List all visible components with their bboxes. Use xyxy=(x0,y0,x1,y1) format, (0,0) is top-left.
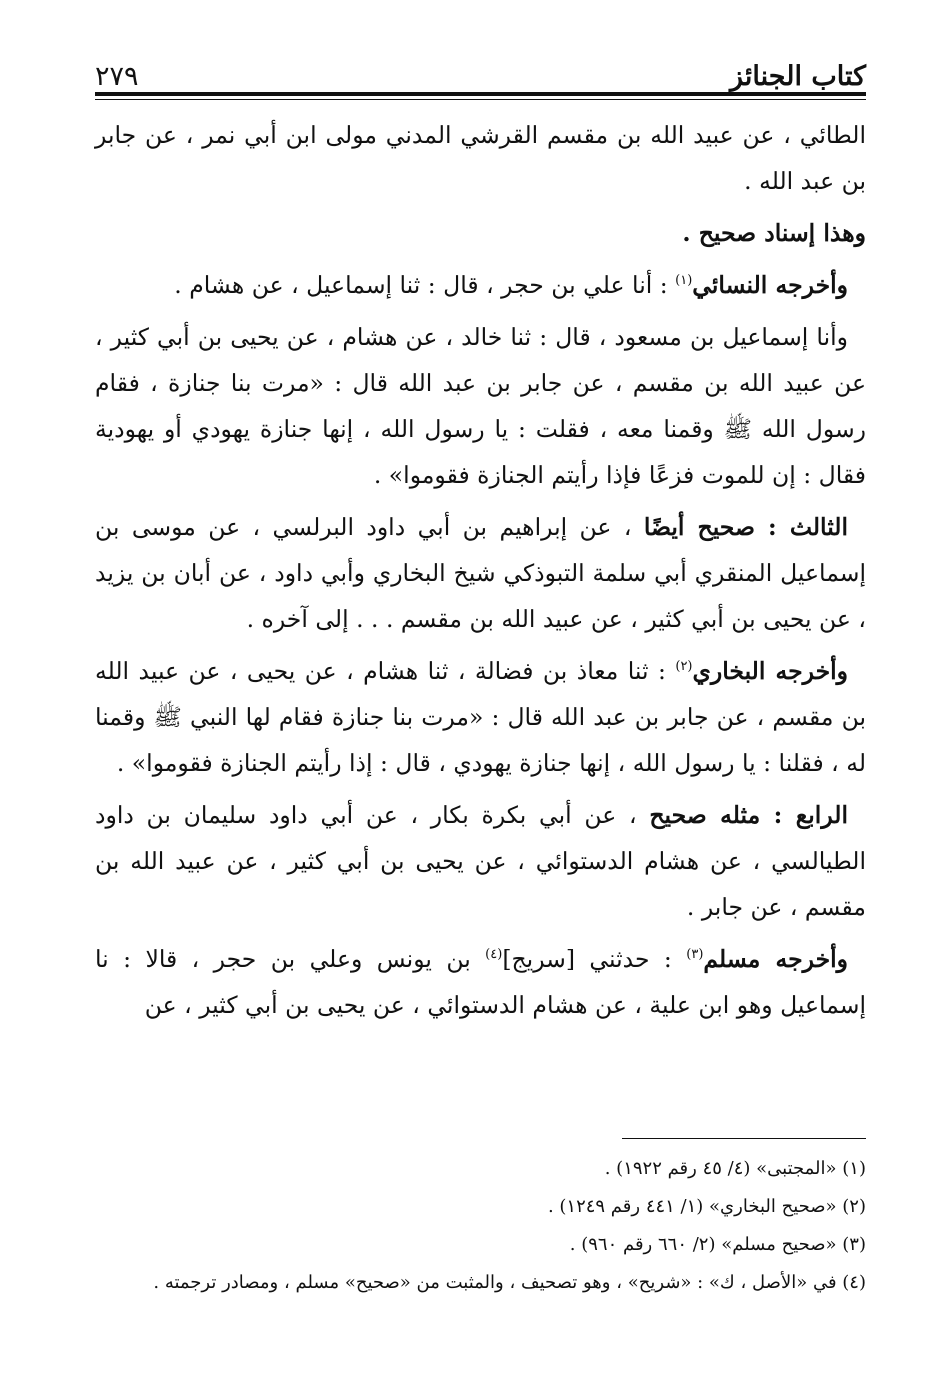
paragraph-4 xyxy=(95,314,866,498)
footnote-separator xyxy=(622,1138,866,1139)
paragraph-7 xyxy=(95,792,866,930)
footnote-ref[interactable]: (٣) xyxy=(686,947,704,963)
paragraph-text: : أنا علي بن حجر ، قال : ثنا إسماعيل ، عن هشام . xyxy=(174,271,676,299)
paragraph-text: ، عن إبراهيم بن أبي داود البرلسي ، عن موسى بن إسماعيل المنقري أبي سلمة التبوذكي شيخ البخاري وأبي داود ، عن أبان بن يزيد ، عن يحيى بن أبي كثير ، عن عبيد الله بن مقسم . . . إلى آخره . xyxy=(95,513,866,633)
paragraph-lead: الرابع : مثله صحيح xyxy=(649,801,848,829)
paragraph-lead: الثالث : صحيح أيضًا xyxy=(643,513,848,541)
footnote-4: (٤) في «الأصل ، ك» : «شريح» ، وهو تصحيف ، والمثبت من «صحيح» مسلم ، ومصادر ترجمته . xyxy=(153,1272,866,1293)
paragraph-text: : حدثني [سريج] xyxy=(502,945,687,973)
header-rule-thin xyxy=(95,99,866,100)
paragraph-3 xyxy=(95,262,866,308)
footnote-ref[interactable]: (١) xyxy=(675,273,693,289)
paragraph-text: وأنا إسماعيل بن مسعود ، قال : ثنا خالد ، عن هشام ، عن يحيى بن أبي كثير ، عن عبيد الله بن مقسم ، عن جابر بن عبد الله قال : «مرت بنا جنازة ، فقام رسول الله ﷺ وقمنا معه ، فقلت : يا رسول الله ، إنها جنازة يهودي أو يهودية فقال : إن للموت فزعًا فإذا رأيتم الجنازة فقوموا» . xyxy=(95,323,866,489)
footnote-2: (٢) «صحيح البخاري» (١/ ٤٤١ رقم ١٢٤٩) . xyxy=(547,1196,866,1217)
paragraph-8 xyxy=(95,936,866,1028)
page-header xyxy=(95,40,866,92)
paragraph-text: الطائي ، عن عبيد الله بن مقسم القرشي المدني مولى ابن أبي نمر ، عن جابر بن عبد الله . xyxy=(95,121,866,195)
footnote-1: (١) «المجتبى» (٤/ ٤٥ رقم ١٩٢٢) . xyxy=(604,1158,866,1179)
running-title: كتاب الجنائز xyxy=(730,61,866,92)
footnote-ref[interactable]: (٢) xyxy=(675,659,693,675)
paragraph-text: بن يونس وعلي بن حجر ، قالا : نا إسماعيل وهو ابن علية ، عن هشام الدستوائي ، عن يحيى بن أبي كثير ، عن xyxy=(95,945,866,1019)
paragraph-1 xyxy=(95,112,866,204)
paragraph-text: : ثنا معاذ بن فضالة ، ثنا هشام ، عن يحيى ، عن عبيد الله بن مقسم ، عن جابر بن عبد الله قال : «مرت بنا جنازة فقام لها النبي ﷺ وقمنا له ، فقلنا : يا رسول الله ، إنها جنازة يهودي ، قال : إذا رأيتم الجنازة فقوموا» . xyxy=(95,657,866,777)
paragraph-6 xyxy=(95,648,866,786)
paragraph-text: وهذا إسناد صحيح . xyxy=(682,219,866,247)
paragraph-5 xyxy=(95,504,866,642)
header-rule xyxy=(95,92,866,96)
paragraph-2 xyxy=(95,210,866,256)
page-number: ٢٧٩ xyxy=(95,61,139,92)
paragraph-lead: وأخرجه مسلم xyxy=(703,945,848,973)
footnote-ref[interactable]: (٤) xyxy=(485,947,503,963)
paragraph-lead: وأخرجه البخاري xyxy=(692,657,849,685)
main-text xyxy=(95,112,866,1034)
footnote-3: (٣) «صحيح مسلم» (٢/ ٦٦٠ رقم ٩٦٠) . xyxy=(569,1234,866,1255)
footnotes xyxy=(95,1150,866,1302)
paragraph-text: ، عن أبي بكرة بكار ، عن أبي داود سليمان بن داود الطيالسي ، عن هشام الدستوائي ، عن يحيى بن أبي كثير ، عن عبيد الله بن مقسم ، عن جابر . xyxy=(95,801,866,921)
paragraph-lead: وأخرجه النسائي xyxy=(692,271,848,299)
